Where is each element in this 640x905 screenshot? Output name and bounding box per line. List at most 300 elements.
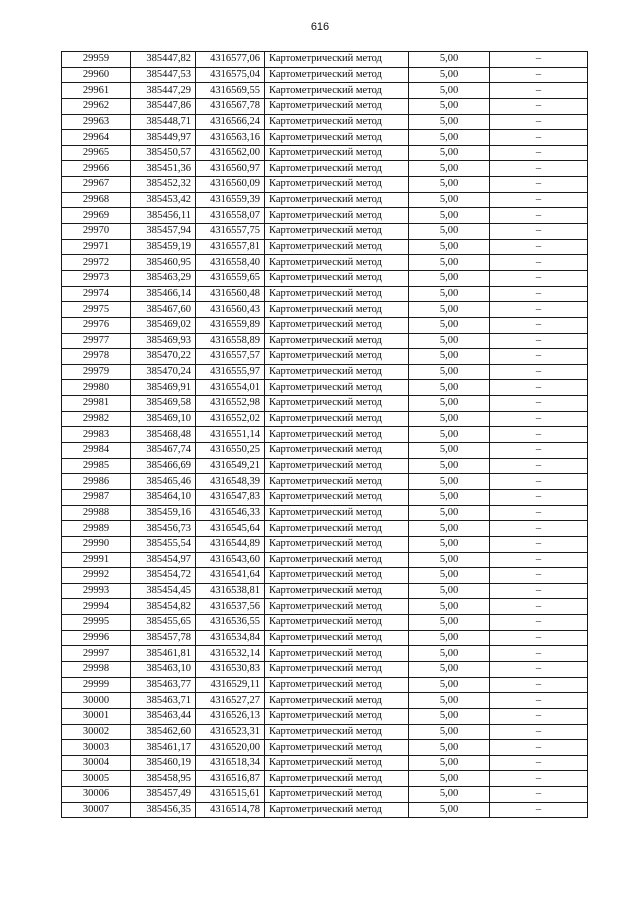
point-number-cell: 29980 [62,380,131,396]
accuracy-cell: 5,00 [409,364,490,380]
point-number-cell: 29964 [62,130,131,146]
x-coordinate-cell: 385449,97 [131,130,196,146]
method-cell: Картометрический метод [265,177,409,193]
table-row [62,396,588,412]
table-row [62,677,588,693]
x-coordinate-cell: 385455,65 [131,615,196,631]
y-coordinate-cell: 4316515,61 [196,787,265,803]
y-coordinate-cell: 4316577,06 [196,52,265,68]
note-cell: – [490,255,588,271]
accuracy-cell: 5,00 [409,677,490,693]
note-cell: – [490,380,588,396]
note-cell: – [490,693,588,709]
accuracy-cell: 5,00 [409,599,490,615]
accuracy-cell: 5,00 [409,552,490,568]
method-cell: Картометрический метод [265,677,409,693]
y-coordinate-cell: 4316537,56 [196,599,265,615]
x-coordinate-cell: 385462,60 [131,724,196,740]
table-row [62,177,588,193]
table-row [62,302,588,318]
x-coordinate-cell: 385466,14 [131,286,196,302]
accuracy-cell: 5,00 [409,474,490,490]
table-row [62,724,588,740]
y-coordinate-cell: 4316560,43 [196,302,265,318]
table-row [62,489,588,505]
accuracy-cell: 5,00 [409,443,490,459]
accuracy-cell: 5,00 [409,505,490,521]
accuracy-cell: 5,00 [409,740,490,756]
point-number-cell: 30005 [62,771,131,787]
y-coordinate-cell: 4316538,81 [196,583,265,599]
x-coordinate-cell: 385470,22 [131,349,196,365]
x-coordinate-cell: 385454,45 [131,583,196,599]
y-coordinate-cell: 4316560,09 [196,177,265,193]
point-number-cell: 29977 [62,333,131,349]
table-row [62,599,588,615]
y-coordinate-cell: 4316518,34 [196,755,265,771]
method-cell: Картометрический метод [265,239,409,255]
method-cell: Картометрический метод [265,521,409,537]
note-cell: – [490,677,588,693]
note-cell: – [490,740,588,756]
point-number-cell: 30000 [62,693,131,709]
x-coordinate-cell: 385456,35 [131,802,196,818]
note-cell: – [490,239,588,255]
x-coordinate-cell: 385463,29 [131,270,196,286]
point-number-cell: 29985 [62,458,131,474]
accuracy-cell: 5,00 [409,521,490,537]
accuracy-cell: 5,00 [409,615,490,631]
method-cell: Картометрический метод [265,224,409,240]
accuracy-cell: 5,00 [409,270,490,286]
accuracy-cell: 5,00 [409,349,490,365]
table-row [62,693,588,709]
accuracy-cell: 5,00 [409,489,490,505]
x-coordinate-cell: 385458,95 [131,771,196,787]
note-cell: – [490,145,588,161]
x-coordinate-cell: 385459,16 [131,505,196,521]
table-row [62,521,588,537]
accuracy-cell: 5,00 [409,630,490,646]
point-number-cell: 29959 [62,52,131,68]
method-cell: Картометрический метод [265,787,409,803]
note-cell: – [490,52,588,68]
method-cell: Картометрический метод [265,286,409,302]
accuracy-cell: 5,00 [409,302,490,318]
y-coordinate-cell: 4316555,97 [196,364,265,380]
method-cell: Картометрический метод [265,411,409,427]
method-cell: Картометрический метод [265,130,409,146]
accuracy-cell: 5,00 [409,177,490,193]
x-coordinate-cell: 385461,81 [131,646,196,662]
x-coordinate-cell: 385447,82 [131,52,196,68]
note-cell: – [490,521,588,537]
y-coordinate-cell: 4316536,55 [196,615,265,631]
method-cell: Картометрический метод [265,740,409,756]
y-coordinate-cell: 4316554,01 [196,380,265,396]
table-row [62,755,588,771]
note-cell: – [490,224,588,240]
accuracy-cell: 5,00 [409,380,490,396]
point-number-cell: 29961 [62,83,131,99]
x-coordinate-cell: 385467,60 [131,302,196,318]
table-row [62,161,588,177]
x-coordinate-cell: 385454,72 [131,568,196,584]
accuracy-cell: 5,00 [409,114,490,130]
point-number-cell: 29978 [62,349,131,365]
y-coordinate-cell: 4316534,84 [196,630,265,646]
x-coordinate-cell: 385455,54 [131,536,196,552]
y-coordinate-cell: 4316558,89 [196,333,265,349]
point-number-cell: 29969 [62,208,131,224]
method-cell: Картометрический метод [265,489,409,505]
note-cell: – [490,161,588,177]
x-coordinate-cell: 385448,71 [131,114,196,130]
table-row [62,67,588,83]
method-cell: Картометрический метод [265,317,409,333]
table-row [62,443,588,459]
point-number-cell: 30001 [62,708,131,724]
note-cell: – [490,364,588,380]
point-number-cell: 29965 [62,145,131,161]
method-cell: Картометрический метод [265,599,409,615]
table-row [62,114,588,130]
x-coordinate-cell: 385457,94 [131,224,196,240]
table-row [62,646,588,662]
accuracy-cell: 5,00 [409,192,490,208]
accuracy-cell: 5,00 [409,239,490,255]
method-cell: Картометрический метод [265,83,409,99]
y-coordinate-cell: 4316559,89 [196,317,265,333]
point-number-cell: 29973 [62,270,131,286]
method-cell: Картометрический метод [265,67,409,83]
x-coordinate-cell: 385468,48 [131,427,196,443]
table-row [62,568,588,584]
method-cell: Картометрический метод [265,380,409,396]
y-coordinate-cell: 4316560,48 [196,286,265,302]
accuracy-cell: 5,00 [409,83,490,99]
x-coordinate-cell: 385447,86 [131,98,196,114]
method-cell: Картометрический метод [265,427,409,443]
accuracy-cell: 5,00 [409,802,490,818]
x-coordinate-cell: 385460,95 [131,255,196,271]
method-cell: Картометрический метод [265,114,409,130]
method-cell: Картометрический метод [265,615,409,631]
y-coordinate-cell: 4316548,39 [196,474,265,490]
y-coordinate-cell: 4316546,33 [196,505,265,521]
point-number-cell: 29968 [62,192,131,208]
point-number-cell: 30003 [62,740,131,756]
note-cell: – [490,302,588,318]
point-number-cell: 29970 [62,224,131,240]
x-coordinate-cell: 385460,19 [131,755,196,771]
note-cell: – [490,661,588,677]
x-coordinate-cell: 385469,58 [131,396,196,412]
note-cell: – [490,349,588,365]
table-row [62,255,588,271]
point-number-cell: 29986 [62,474,131,490]
table-row [62,130,588,146]
method-cell: Картометрический метод [265,724,409,740]
table-row [62,740,588,756]
y-coordinate-cell: 4316532,14 [196,646,265,662]
accuracy-cell: 5,00 [409,286,490,302]
method-cell: Картометрический метод [265,630,409,646]
note-cell: – [490,755,588,771]
point-number-cell: 29992 [62,568,131,584]
point-number-cell: 29991 [62,552,131,568]
table-row [62,98,588,114]
y-coordinate-cell: 4316563,16 [196,130,265,146]
table-row [62,145,588,161]
accuracy-cell: 5,00 [409,224,490,240]
method-cell: Картометрический метод [265,145,409,161]
table-row [62,771,588,787]
y-coordinate-cell: 4316559,39 [196,192,265,208]
table-row [62,270,588,286]
point-number-cell: 30006 [62,787,131,803]
table-row [62,583,588,599]
note-cell: – [490,583,588,599]
y-coordinate-cell: 4316544,89 [196,536,265,552]
method-cell: Картометрический метод [265,583,409,599]
method-cell: Картометрический метод [265,443,409,459]
note-cell: – [490,599,588,615]
note-cell: – [490,427,588,443]
note-cell: – [490,130,588,146]
point-number-cell: 29987 [62,489,131,505]
method-cell: Картометрический метод [265,771,409,787]
y-coordinate-cell: 4316562,00 [196,145,265,161]
accuracy-cell: 5,00 [409,98,490,114]
y-coordinate-cell: 4316529,11 [196,677,265,693]
accuracy-cell: 5,00 [409,208,490,224]
table-row [62,239,588,255]
x-coordinate-cell: 385469,93 [131,333,196,349]
y-coordinate-cell: 4316520,00 [196,740,265,756]
point-number-cell: 29995 [62,615,131,631]
method-cell: Картометрический метод [265,98,409,114]
y-coordinate-cell: 4316567,78 [196,98,265,114]
x-coordinate-cell: 385447,53 [131,67,196,83]
table-row [62,286,588,302]
y-coordinate-cell: 4316523,31 [196,724,265,740]
table-row [62,208,588,224]
y-coordinate-cell: 4316552,98 [196,396,265,412]
method-cell: Картометрический метод [265,552,409,568]
y-coordinate-cell: 4316552,02 [196,411,265,427]
x-coordinate-cell: 385450,57 [131,145,196,161]
y-coordinate-cell: 4316541,64 [196,568,265,584]
accuracy-cell: 5,00 [409,427,490,443]
note-cell: – [490,192,588,208]
y-coordinate-cell: 4316558,07 [196,208,265,224]
accuracy-cell: 5,00 [409,646,490,662]
note-cell: – [490,771,588,787]
method-cell: Картометрический метод [265,661,409,677]
accuracy-cell: 5,00 [409,161,490,177]
point-number-cell: 29997 [62,646,131,662]
y-coordinate-cell: 4316557,75 [196,224,265,240]
accuracy-cell: 5,00 [409,67,490,83]
note-cell: – [490,396,588,412]
table-row [62,615,588,631]
y-coordinate-cell: 4316543,60 [196,552,265,568]
x-coordinate-cell: 385464,10 [131,489,196,505]
table-row [62,505,588,521]
method-cell: Картометрический метод [265,474,409,490]
x-coordinate-cell: 385461,17 [131,740,196,756]
point-number-cell: 29960 [62,67,131,83]
accuracy-cell: 5,00 [409,568,490,584]
accuracy-cell: 5,00 [409,333,490,349]
accuracy-cell: 5,00 [409,255,490,271]
point-number-cell: 29976 [62,317,131,333]
x-coordinate-cell: 385470,24 [131,364,196,380]
note-cell: – [490,83,588,99]
point-number-cell: 30004 [62,755,131,771]
x-coordinate-cell: 385469,91 [131,380,196,396]
x-coordinate-cell: 385456,73 [131,521,196,537]
y-coordinate-cell: 4316514,78 [196,802,265,818]
table-row [62,802,588,818]
table-row [62,427,588,443]
point-number-cell: 29993 [62,583,131,599]
note-cell: – [490,411,588,427]
x-coordinate-cell: 385454,97 [131,552,196,568]
table-row [62,380,588,396]
point-number-cell: 29994 [62,599,131,615]
table-row [62,708,588,724]
point-number-cell: 29974 [62,286,131,302]
point-number-cell: 29975 [62,302,131,318]
accuracy-cell: 5,00 [409,317,490,333]
point-number-cell: 29982 [62,411,131,427]
method-cell: Картометрический метод [265,364,409,380]
x-coordinate-cell: 385454,82 [131,599,196,615]
note-cell: – [490,458,588,474]
table-row [62,552,588,568]
note-cell: – [490,568,588,584]
method-cell: Картометрический метод [265,349,409,365]
accuracy-cell: 5,00 [409,52,490,68]
point-number-cell: 29983 [62,427,131,443]
method-cell: Картометрический метод [265,302,409,318]
point-number-cell: 29996 [62,630,131,646]
y-coordinate-cell: 4316550,25 [196,443,265,459]
table-row [62,317,588,333]
method-cell: Картометрический метод [265,333,409,349]
point-number-cell: 29999 [62,677,131,693]
method-cell: Картометрический метод [265,646,409,662]
table-row [62,458,588,474]
note-cell: – [490,708,588,724]
y-coordinate-cell: 4316551,14 [196,427,265,443]
x-coordinate-cell: 385457,78 [131,630,196,646]
x-coordinate-cell: 385452,32 [131,177,196,193]
x-coordinate-cell: 385457,49 [131,787,196,803]
page-number: 616 [310,21,330,33]
y-coordinate-cell: 4316560,97 [196,161,265,177]
table-row [62,52,588,68]
method-cell: Картометрический метод [265,396,409,412]
y-coordinate-cell: 4316547,83 [196,489,265,505]
accuracy-cell: 5,00 [409,724,490,740]
accuracy-cell: 5,00 [409,771,490,787]
x-coordinate-cell: 385463,77 [131,677,196,693]
coordinates-table [61,51,588,818]
note-cell: – [490,98,588,114]
point-number-cell: 30002 [62,724,131,740]
note-cell: – [490,802,588,818]
x-coordinate-cell: 385459,19 [131,239,196,255]
point-number-cell: 29972 [62,255,131,271]
y-coordinate-cell: 4316566,24 [196,114,265,130]
accuracy-cell: 5,00 [409,396,490,412]
note-cell: – [490,646,588,662]
table-row [62,787,588,803]
note-cell: – [490,505,588,521]
note-cell: – [490,474,588,490]
method-cell: Картометрический метод [265,52,409,68]
x-coordinate-cell: 385466,69 [131,458,196,474]
table-row [62,83,588,99]
accuracy-cell: 5,00 [409,411,490,427]
point-number-cell: 29962 [62,98,131,114]
y-coordinate-cell: 4316575,04 [196,67,265,83]
note-cell: – [490,615,588,631]
point-number-cell: 30007 [62,802,131,818]
point-number-cell: 29988 [62,505,131,521]
x-coordinate-cell: 385467,74 [131,443,196,459]
accuracy-cell: 5,00 [409,755,490,771]
y-coordinate-cell: 4316530,83 [196,661,265,677]
note-cell: – [490,489,588,505]
accuracy-cell: 5,00 [409,693,490,709]
point-number-cell: 29979 [62,364,131,380]
method-cell: Картометрический метод [265,693,409,709]
note-cell: – [490,724,588,740]
y-coordinate-cell: 4316557,81 [196,239,265,255]
note-cell: – [490,536,588,552]
x-coordinate-cell: 385453,42 [131,192,196,208]
y-coordinate-cell: 4316527,27 [196,693,265,709]
table-row [62,349,588,365]
method-cell: Картометрический метод [265,536,409,552]
point-number-cell: 29998 [62,661,131,677]
y-coordinate-cell: 4316558,40 [196,255,265,271]
note-cell: – [490,270,588,286]
method-cell: Картометрический метод [265,208,409,224]
accuracy-cell: 5,00 [409,458,490,474]
accuracy-cell: 5,00 [409,130,490,146]
point-number-cell: 29984 [62,443,131,459]
y-coordinate-cell: 4316557,57 [196,349,265,365]
point-number-cell: 29967 [62,177,131,193]
table-row [62,333,588,349]
table-row [62,661,588,677]
y-coordinate-cell: 4316545,64 [196,521,265,537]
x-coordinate-cell: 385463,44 [131,708,196,724]
x-coordinate-cell: 385451,36 [131,161,196,177]
x-coordinate-cell: 385463,71 [131,693,196,709]
y-coordinate-cell: 4316569,55 [196,83,265,99]
method-cell: Картометрический метод [265,755,409,771]
method-cell: Картометрический метод [265,505,409,521]
method-cell: Картометрический метод [265,568,409,584]
x-coordinate-cell: 385469,10 [131,411,196,427]
accuracy-cell: 5,00 [409,583,490,599]
